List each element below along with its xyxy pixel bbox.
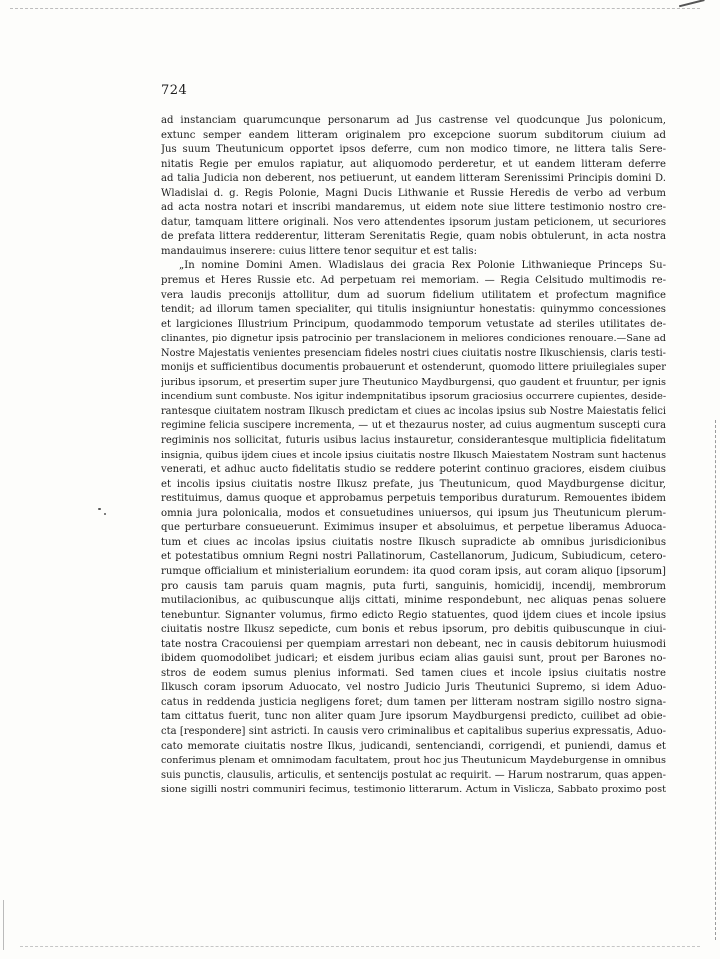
text-line: tate nostra Cracouiensi per quempiam arrestari non debeant, nec in causis debitorum huiusmodi xyxy=(161,638,666,650)
text-line: suis punctis, clausulis, articulis, et sentencijs postulat ac requirit. — Harum nostrarum, quas appen- xyxy=(161,769,666,781)
text-line: Nostre Majestatis venientes presenciam fideles nostri ciues ciuitatis nostre Ilkuschiensis, claris testi- xyxy=(161,347,666,359)
text-line: ciuitatis nostre Ilkusz sepedicte, cum bonis et rebus ipsorum, pro debitis quibuscunque in ciui- xyxy=(161,624,666,636)
text-line: tam cittatus fuerit, tunc non aliter quam Jure ipsorum Maydburgensi predicto, cuilibet ad obie- xyxy=(161,711,666,723)
text-line: incendium sunt combuste. Nos igitur indempnitatibus ipsorum graciosius occurrere cupientes, deside- xyxy=(161,391,666,403)
text-line: Jus suum Theutunicum opportet ipsos deferre, cum non modico timore, ne littera talis Sere- xyxy=(161,144,666,156)
text-line: de prefata littera redderentur, litteram Serenitatis Regie, quam nobis obtulerunt, in acta nostra xyxy=(161,231,666,243)
scan-speck xyxy=(98,508,101,510)
text-line: nitatis Regie per emulos rapiatur, aut aliquomodo perderetur, et ut eandem litteram deferre xyxy=(161,158,666,170)
page-left-edge xyxy=(3,900,4,950)
scan-speck xyxy=(104,513,106,515)
text-line: tenebuntur. Signanter volumus, firmo edicto Regio statuentes, quod ijdem ciues et incole ipsius xyxy=(161,609,666,621)
text-line: monijs et sufficientibus documentis probauerunt et ostenderunt, quomodo littere priuilegiales super xyxy=(161,362,666,374)
text-line: et potestatibus omnium Regni nostri Pallatinorum, Castellanorum, Judicum, Subiudicum, cetero- xyxy=(161,551,666,563)
text-line: sione sigilli nostri communiri fecimus, testimonio litterarum. Actum in Vislicza, Sabbato proximo post xyxy=(161,784,666,796)
text-line: rumque officialium et ministerialium eorundem: ita quod coram ipsis, aut coram aliquo [ipsorum] xyxy=(161,565,666,577)
text-line: restituimus, damus quoque et approbamus perpetuis temporibus duraturum. Remouentes ibidem xyxy=(161,493,666,505)
text-line: mandauimus inserere: cuius littere tenor sequitur et est talis: xyxy=(161,245,478,257)
page-bottom-edge xyxy=(20,946,700,947)
text-line: tum et ciues ac incolas ipsius ciuitatis nostre Ilkusch supradicte ab omnibus jurisdicionibus xyxy=(161,536,666,548)
text-line: et largiciones Illustrium Principum, quodammodo temporum vetustate ad steriles utilitates de- xyxy=(161,318,666,330)
text-line: que perturbare consueuerunt. Eximimus insuper et absoluimus, et perpetue liberamus Aduoca- xyxy=(161,522,666,534)
text-line: insignia, quibus ijdem ciues et incole ipsius ciuitatis nostre Ilkusch Maiestatem Nostram sunt hactenus xyxy=(161,449,666,461)
text-line: ad acta nostra notari et inscribi mandaremus, ut eidem note siue littere testimonio nostro cre- xyxy=(161,202,666,214)
text-line: ibidem quomodolibet judicari; et eisdem juribus eciam alias gauisi sunt, prout per Barones no- xyxy=(161,653,666,665)
text-line: juribus ipsorum, et presertim super jure Theutunico Maydburgensi, quo gaudent et fruuntur, per ignis xyxy=(161,376,666,388)
text-line: „In nomine Domini Amen. Wladislaus dei gracia Rex Polonie Lithwanieque Princeps Su- xyxy=(179,260,666,272)
text-line: catus in reddenda justicia negligens foret; dum tamen per litteram nostram sigillo nostro signa- xyxy=(161,696,666,708)
text-line: omnia jura polonicalia, modos et consuetudines uniuersos, qui ipsum jus Theutunicum plerum- xyxy=(161,507,666,519)
page-corner-mark xyxy=(679,0,707,17)
text-line: rantesque ciuitatem nostram Ilkusch predictam et ciues ac incolas ipsius sub Nostre Maiestatis felici xyxy=(161,405,666,417)
page-right-edge xyxy=(715,420,716,940)
text-line: extunc semper eandem litteram originalem pro excepcione suorum subditorum ciuium ad xyxy=(161,129,666,141)
text-line: et incolis ipsius ciuitatis nostre Ilkusz prefate, jus Theutunicum, quod Maydburgense dicitur, xyxy=(161,478,666,490)
text-line: clinantes, pio dignetur ipsis patrocinio per translacionem in meliores condiciones renouare.—Sane ad xyxy=(161,333,666,345)
text-line: ad instanciam quarumcunque personarum ad Jus castrense vel quodcunque Jus polonicum, xyxy=(161,115,666,126)
text-line: premus et Heres Russie etc. Ad perpetuam rei memoriam. — Regia Celsitudo multimodis re- xyxy=(161,275,666,287)
body-text xyxy=(161,114,666,798)
text-line: datur, tamquam littere originali. Nos vero attendentes ipsorum justam peticionem, ut securiores xyxy=(161,216,666,228)
text-line: mutilacionibus, ac quibuscunque alijs cittati, minime respondebunt, nec aliquas penas soluere xyxy=(161,595,666,607)
text-line: vera laudis preconijs attollitur, dum ad suorum fidelium utilitatem et profectum magnifice xyxy=(161,289,666,301)
text-line: pro causis tam paruis quam magnis, puta furti, sanguinis, homicidij, incendij, membrorum xyxy=(161,580,666,592)
text-line: cta [respondere] sint astricti. In causis vero criminalibus et capitalibus superius expressatis, Aduo- xyxy=(161,725,666,737)
text-line: regimine felicia suscipere incrementa, — ut et thezaurus noster, ad cuius augmentum suscepti cura xyxy=(161,420,666,432)
text-line: ad talia Judicia non deberent, nos petiuerunt, ut eandem litteram Serenissimi Principis domini D. xyxy=(161,173,666,185)
page-top-edge xyxy=(10,8,700,9)
text-line: Wladislai d. g. Regis Polonie, Magni Ducis Lithwanie et Russie Heredis de verbo ad verbum xyxy=(161,187,666,199)
text-line: venerati, et adhuc aucto fidelitatis studio se reddere poterint continuo graciores, eisdem ciuibus xyxy=(161,464,666,476)
text-line: Ilkusch coram ipsorum Aduocato, vel nostro Judicio Juris Theutunici Supremo, si idem Aduo- xyxy=(161,682,666,694)
text-line: cato memorate ciuitatis nostre Ilkus, judicandi, sentenciandi, corrigendi, et puniendi, damus et xyxy=(161,740,666,752)
text-line: conferimus plenam et omnimodam facultatem, prout hoc jus Theutunicum Maydeburgense in omnibus xyxy=(161,755,666,767)
text-line: stros de eodem sumus plenius informati. Sed tamen ciues et incole ipsius ciuitatis nostre xyxy=(161,667,666,679)
text-line: tendit; ad illorum tamen specialiter, qui titulis insigniuntur honestatis: quinymmo concessiones xyxy=(161,304,666,316)
page-number: 724 xyxy=(161,83,188,98)
text-line: regiminis nos sollicitat, futuris usibus lacius instauretur, considerantesque multiplicia fidelitatum xyxy=(161,435,666,447)
